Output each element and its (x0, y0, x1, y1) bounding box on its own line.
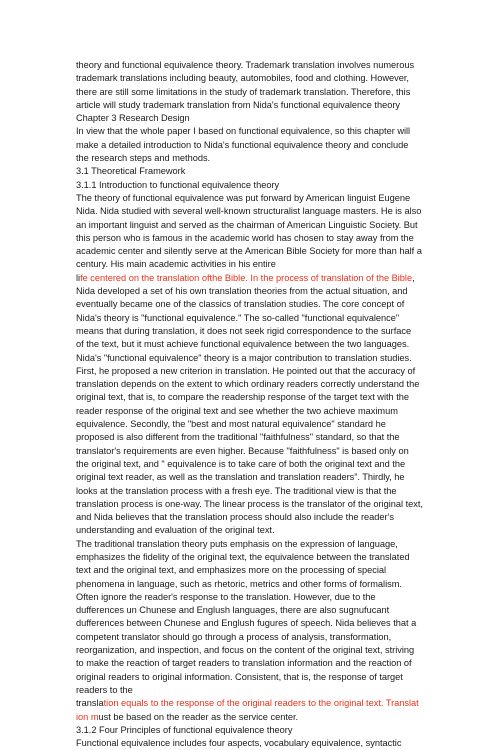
text-line (76, 711, 460, 724)
text-line (76, 697, 460, 710)
text-line (76, 272, 460, 285)
text-line (76, 365, 460, 378)
text-segment: Nida's "functional equivalence" theory is a major contribution to translation studies. (76, 352, 412, 363)
text-line (76, 312, 460, 325)
text-segment: dufferences un Chunese and Englush languages, there are also sugnufucant (76, 605, 390, 616)
text-segment: The traditional translation theory puts emphasis on the expression of language, (76, 538, 398, 549)
text-line (76, 152, 460, 165)
text-segment: Nida's theory is "functional equivalence." The so-called "functional equivalence" (76, 312, 400, 323)
text-segment: means that during translation, it does not seek rigid correspondence to the surface (76, 325, 412, 336)
text-line (76, 538, 460, 551)
text-segment: there are still some limitations in the study of trademark translation. Therefore, this (76, 86, 411, 97)
text-line (76, 524, 460, 537)
text-line (76, 405, 460, 418)
highlighted-text: tion equals to the response of the original readers to the original text. Translat (103, 698, 419, 709)
text-segment: of the text, but it must achieve functional equivalence between the two languages. (76, 339, 410, 350)
text-segment: 3.1 Theoretical Framework (76, 166, 186, 177)
text-line (76, 564, 460, 577)
text-line (76, 591, 460, 604)
text-segment: this person who is famous in the academic world has chosen to stay away from the (76, 232, 414, 243)
text-line (76, 258, 460, 271)
text-line (76, 498, 460, 511)
text-segment: theory and functional equivalence theory. Trademark translation involves numerous (76, 60, 415, 70)
text-segment: dufferences between Chunese and Englush fugures of speech. Nida believes that a (76, 618, 417, 629)
text-segment: original text reader, as well as the translation and translation readers”. Thirdly, he (76, 472, 405, 483)
text-segment: translation depends on the extent to which ordinary readers correctly understand the (76, 379, 420, 390)
text-segment: looks at the translation process with a fresh eye. The traditional view is that the (76, 485, 397, 496)
text-segment: original text, that is, to compare the readership response of the target text with the (76, 392, 410, 403)
text-segment: li (76, 272, 81, 283)
text-line (76, 205, 460, 218)
text-line (76, 325, 460, 338)
text-line (76, 511, 460, 524)
text-segment: the original text, and " equivalence is to take care of both the original text and the (76, 458, 406, 469)
highlighted-text: ion m (76, 711, 99, 722)
text-segment: Functional equivalence includes four aspects, vocabulary equivalence, syntactic (76, 738, 402, 749)
text-segment: make a detailed introduction to Nida's functional equivalence theory and conclude (76, 139, 409, 150)
highlighted-text: fe centered on the translation ofthe Bible. In the process of translation of the Bible (80, 272, 413, 283)
text-line (76, 378, 460, 391)
text-segment: eventually became one of the classics of translation studies. The core concept of (76, 299, 405, 310)
text-line (76, 631, 460, 644)
text-line (76, 125, 460, 138)
text-line (76, 391, 460, 404)
text-line (76, 485, 460, 498)
text-line (76, 72, 460, 85)
text-segment: trademark translations including beauty, automobiles, food and clothing. However, (76, 73, 409, 84)
text-segment: the research steps and methods. (76, 153, 211, 164)
text-line (76, 99, 460, 112)
text-segment: text and the original text, and emphasizes more on the processing of special (76, 565, 387, 576)
text-line (76, 112, 460, 125)
text-segment: an important linguist and served as the chairman of American Linguistic Society. But (76, 219, 418, 230)
text-segment: reader response of the original text and see whether the two achieve maximum (76, 405, 398, 416)
text-line (76, 445, 460, 458)
text-segment: transla (76, 698, 104, 709)
text-line (76, 604, 460, 617)
text-segment: article will study trademark translation from Nida's functional equivalence theory (76, 99, 401, 110)
text-line (76, 671, 460, 684)
text-line (76, 352, 460, 365)
text-line (76, 644, 460, 657)
text-line (76, 418, 460, 431)
text-segment: understanding and evaluation of the original text. (76, 525, 275, 536)
text-segment: In view that the whole paper I based on functional equivalence, so this chapter will (76, 126, 411, 137)
text-line (76, 245, 460, 258)
text-segment: phenomena in language, such as rhetoric, metrics and other forms of formalism. (76, 578, 402, 589)
text-line (76, 737, 460, 750)
text-segment: reorganization, and inspection, and focus on the content of the original text, striving (76, 645, 415, 656)
text-segment: , (412, 272, 415, 283)
text-segment: to make the reaction of target readers to translation information and the reaction of (76, 658, 412, 669)
body-text (76, 59, 460, 750)
text-segment: translator's requirements are even higher. Because "faithfulness" is based only on (76, 445, 409, 456)
text-segment: ust be based on the reader as the service center. (98, 711, 299, 722)
text-line (76, 285, 460, 298)
text-line (76, 165, 460, 178)
text-segment: translation process is one-way. The linear process is the translator of the original text, (76, 498, 423, 509)
text-segment: The theory of functional equivalence was put forward by American linguist Eugene (76, 192, 411, 203)
text-segment: equivalence. Secondly, the "best and most natural equivalence" standard he (76, 419, 386, 430)
text-segment: Nida developed a set of his own translation theories from the actual situation, and (76, 286, 408, 297)
text-segment: 3.1.2 Four Principles of functional equivalence theory (76, 724, 293, 735)
text-segment: Nida. Nida studied with several well-known structuralist language masters. He is also (76, 206, 422, 217)
text-line (76, 471, 460, 484)
text-line (76, 578, 460, 591)
text-line (76, 458, 460, 471)
text-segment: century. His main academic activities in his entire (76, 259, 276, 270)
text-line (76, 179, 460, 192)
text-line (76, 86, 460, 99)
text-line (76, 724, 460, 737)
text-line (76, 657, 460, 670)
text-segment: and Nida believes that the translation process should also include the reader's (76, 512, 394, 523)
text-line (76, 232, 460, 245)
text-line (76, 219, 460, 232)
text-line (76, 59, 460, 72)
text-line (76, 617, 460, 630)
text-segment: competent translator should go through a process of analysis, transformation, (76, 631, 392, 642)
text-line (76, 684, 460, 697)
text-segment: Chapter 3 Research Design (76, 113, 190, 124)
text-line (76, 338, 460, 351)
text-segment: original readers to original information. Consistent, that is, the response of target (76, 671, 403, 682)
text-line (76, 431, 460, 444)
text-segment: emphasizes the fidelity of the original text, the equivalence between the translated (76, 551, 410, 562)
text-segment: readers to the (76, 684, 133, 695)
text-segment: academic center and silently serve at the American Bible Society for more than half a (76, 246, 422, 257)
text-line (76, 139, 460, 152)
text-segment: proposed is also different from the traditional "faithfulness" standard, so that the (76, 432, 400, 443)
text-line (76, 298, 460, 311)
text-segment: First, he proposed a new criterion in translation. He pointed out that the accuracy of (76, 365, 416, 376)
text-segment: 3.1.1 Introduction to functional equivalence theory (76, 179, 280, 190)
text-line (76, 551, 460, 564)
text-line (76, 192, 460, 205)
text-segment: Often ignore the reader's response to the translation. However, due to the (76, 591, 376, 602)
